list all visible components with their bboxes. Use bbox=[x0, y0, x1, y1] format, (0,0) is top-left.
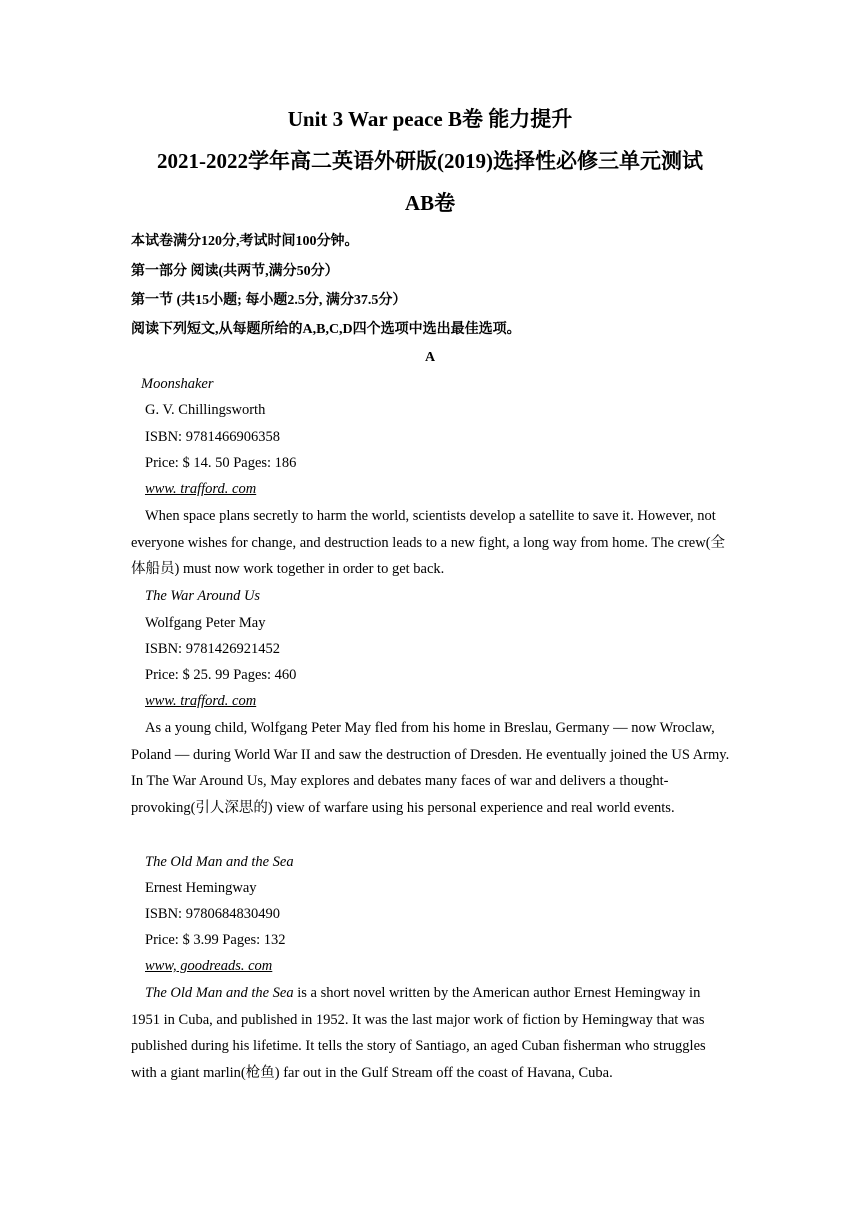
section-heading: 第一节 (共15小题; 每小题2.5分, 满分37.5分） bbox=[131, 293, 407, 308]
book-isbn: ISBN: 9780684830490 bbox=[145, 906, 280, 922]
book-title: The Old Man and the Sea bbox=[145, 854, 294, 870]
book-author: Ernest Hemingway bbox=[145, 880, 257, 896]
exam-info: 本试卷满分120分,考试时间100分钟。 bbox=[131, 234, 359, 249]
book-description: When space plans secretly to harm the world, scientists develop a satellite to save it. However, not everyone wishes for change, and destruction leads to a new fight, a long way from home. The crew(全体船员) must now work together in order to get back. bbox=[131, 508, 726, 577]
page-subtitle-ab: AB卷 bbox=[404, 191, 456, 215]
part-heading: 第一部分 阅读(共两节,满分50分） bbox=[131, 264, 339, 279]
book-website-link[interactable]: www, goodreads. com bbox=[145, 958, 273, 974]
book-title: The War Around Us bbox=[145, 588, 261, 604]
book-website-link[interactable]: www. trafford. com bbox=[145, 481, 257, 497]
book-description: As a young child, Wolfgang Peter May fled from his home in Breslau, Germany — now Wroclaw, Poland — during World War II and saw the destruction of Dresden. He eventually joined the US Army. In The War Around Us, May explores and debates many faces of war and delivers a thought-provoking(引人深思的) view of warfare using his personal experience and real world events. bbox=[131, 720, 730, 816]
book-description-text: is a short novel written by the American author Ernest Hemingway in 1951 in Cuba, and published in 1952. It was the last major work of fiction by Hemingway that was published during his lifetime. It tells the story of Santiago, an aged Cuban fisherman who struggles with a giant marlin(枪鱼) far out in the Gulf Stream off the coast of Havana, Cuba. bbox=[131, 985, 706, 1081]
book-description-title: The Old Man and the Sea bbox=[145, 985, 294, 1001]
book-isbn: ISBN: 9781426921452 bbox=[145, 641, 280, 657]
page-subtitle: 2021-2022学年高二英语外研版(2019)选择性必修三单元测试 bbox=[157, 149, 703, 173]
book-isbn: ISBN: 9781466906358 bbox=[145, 429, 280, 445]
book-title: Moonshaker bbox=[141, 376, 214, 392]
book-website-link[interactable]: www. trafford. com bbox=[145, 693, 257, 709]
reading-instruction: 阅读下列短文,从每题所给的A,B,C,D四个选项中选出最佳选项。 bbox=[131, 322, 521, 337]
book-author: G. V. Chillingsworth bbox=[145, 402, 266, 418]
book-price-pages: Price: $ 25. 99 Pages: 460 bbox=[145, 667, 297, 683]
book-author: Wolfgang Peter May bbox=[145, 615, 266, 631]
book-price-pages: Price: $ 3.99 Pages: 132 bbox=[145, 932, 286, 948]
page-title: Unit 3 War peace B卷 能力提升 bbox=[287, 107, 573, 131]
book-description bbox=[131, 980, 731, 1086]
passage-letter: A bbox=[424, 350, 436, 365]
book-price-pages: Price: $ 14. 50 Pages: 186 bbox=[145, 455, 297, 471]
